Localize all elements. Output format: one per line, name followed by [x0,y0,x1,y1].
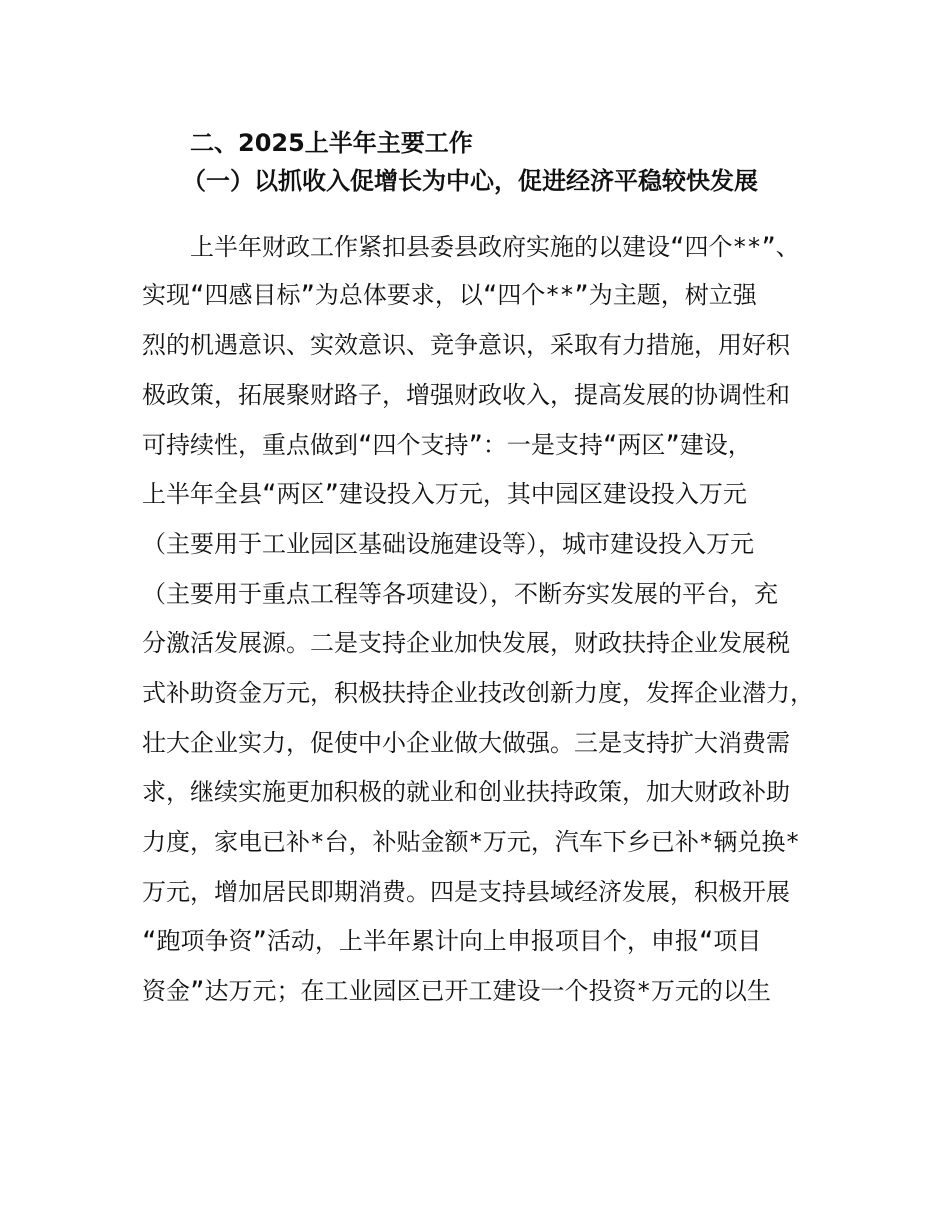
paragraph-line: “跑项争资”活动，上半年累计向上申报项目个，申报“项目 [142,927,762,955]
paragraph-line: 壮大企业实力，促使中小企业做大做强。三是支持扩大消费需 [142,729,790,757]
paragraph-line: 可持续性，重点做到“四个支持”：一是支持“两区”建设， [142,431,752,459]
paragraph-line: 烈的机遇意识、实效意识、竞争意识，采取有力措施，用好积 [142,331,790,359]
paragraph-line: 极政策，拓展聚财路子，增强财政收入，提高发展的协调性和 [142,381,790,409]
paragraph-line: 式补助资金万元，积极扶持企业技改创新力度，发挥企业潜力， [142,679,814,707]
paragraph-line: （主要用于重点工程等各项建设），不断夯实发展的平台，充 [142,580,778,608]
paragraph-line: 万元，增加居民即期消费。四是支持县域经济发展，积极开展 [142,878,790,906]
paragraph-line: 求，继续实施更加积极的就业和创业扶持政策，加大财政补助 [142,778,790,806]
paragraph-line: 资金”达万元；在工业园区已开工建设一个投资*万元的以生 [142,977,771,1005]
paragraph-line: （主要用于工业园区基础设施建设等），城市建设投入万元 [142,530,754,558]
paragraph-line: 分激活发展源。二是支持企业加快发展，财政扶持企业发展税 [142,629,790,657]
paragraph-line: 上半年财政工作紧扣县委县政府实施的以建设“四个**”、 [190,233,800,261]
paragraph-line: 力度，家电已补*台，补贴金额*万元，汽车下乡已补*辆兑换* [142,828,800,856]
subsection-heading: （一）以抓收入促增长为中心，促进经济平稳较快发展 [182,167,758,195]
section-heading: 二、2025上半年主要工作 [190,129,473,157]
paragraph-line: 上半年全县“两区”建设投入万元，其中园区建设投入万元 [142,480,747,508]
paragraph-line: 实现“四感目标”为总体要求，以“四个**”为主题，树立强 [142,281,757,309]
